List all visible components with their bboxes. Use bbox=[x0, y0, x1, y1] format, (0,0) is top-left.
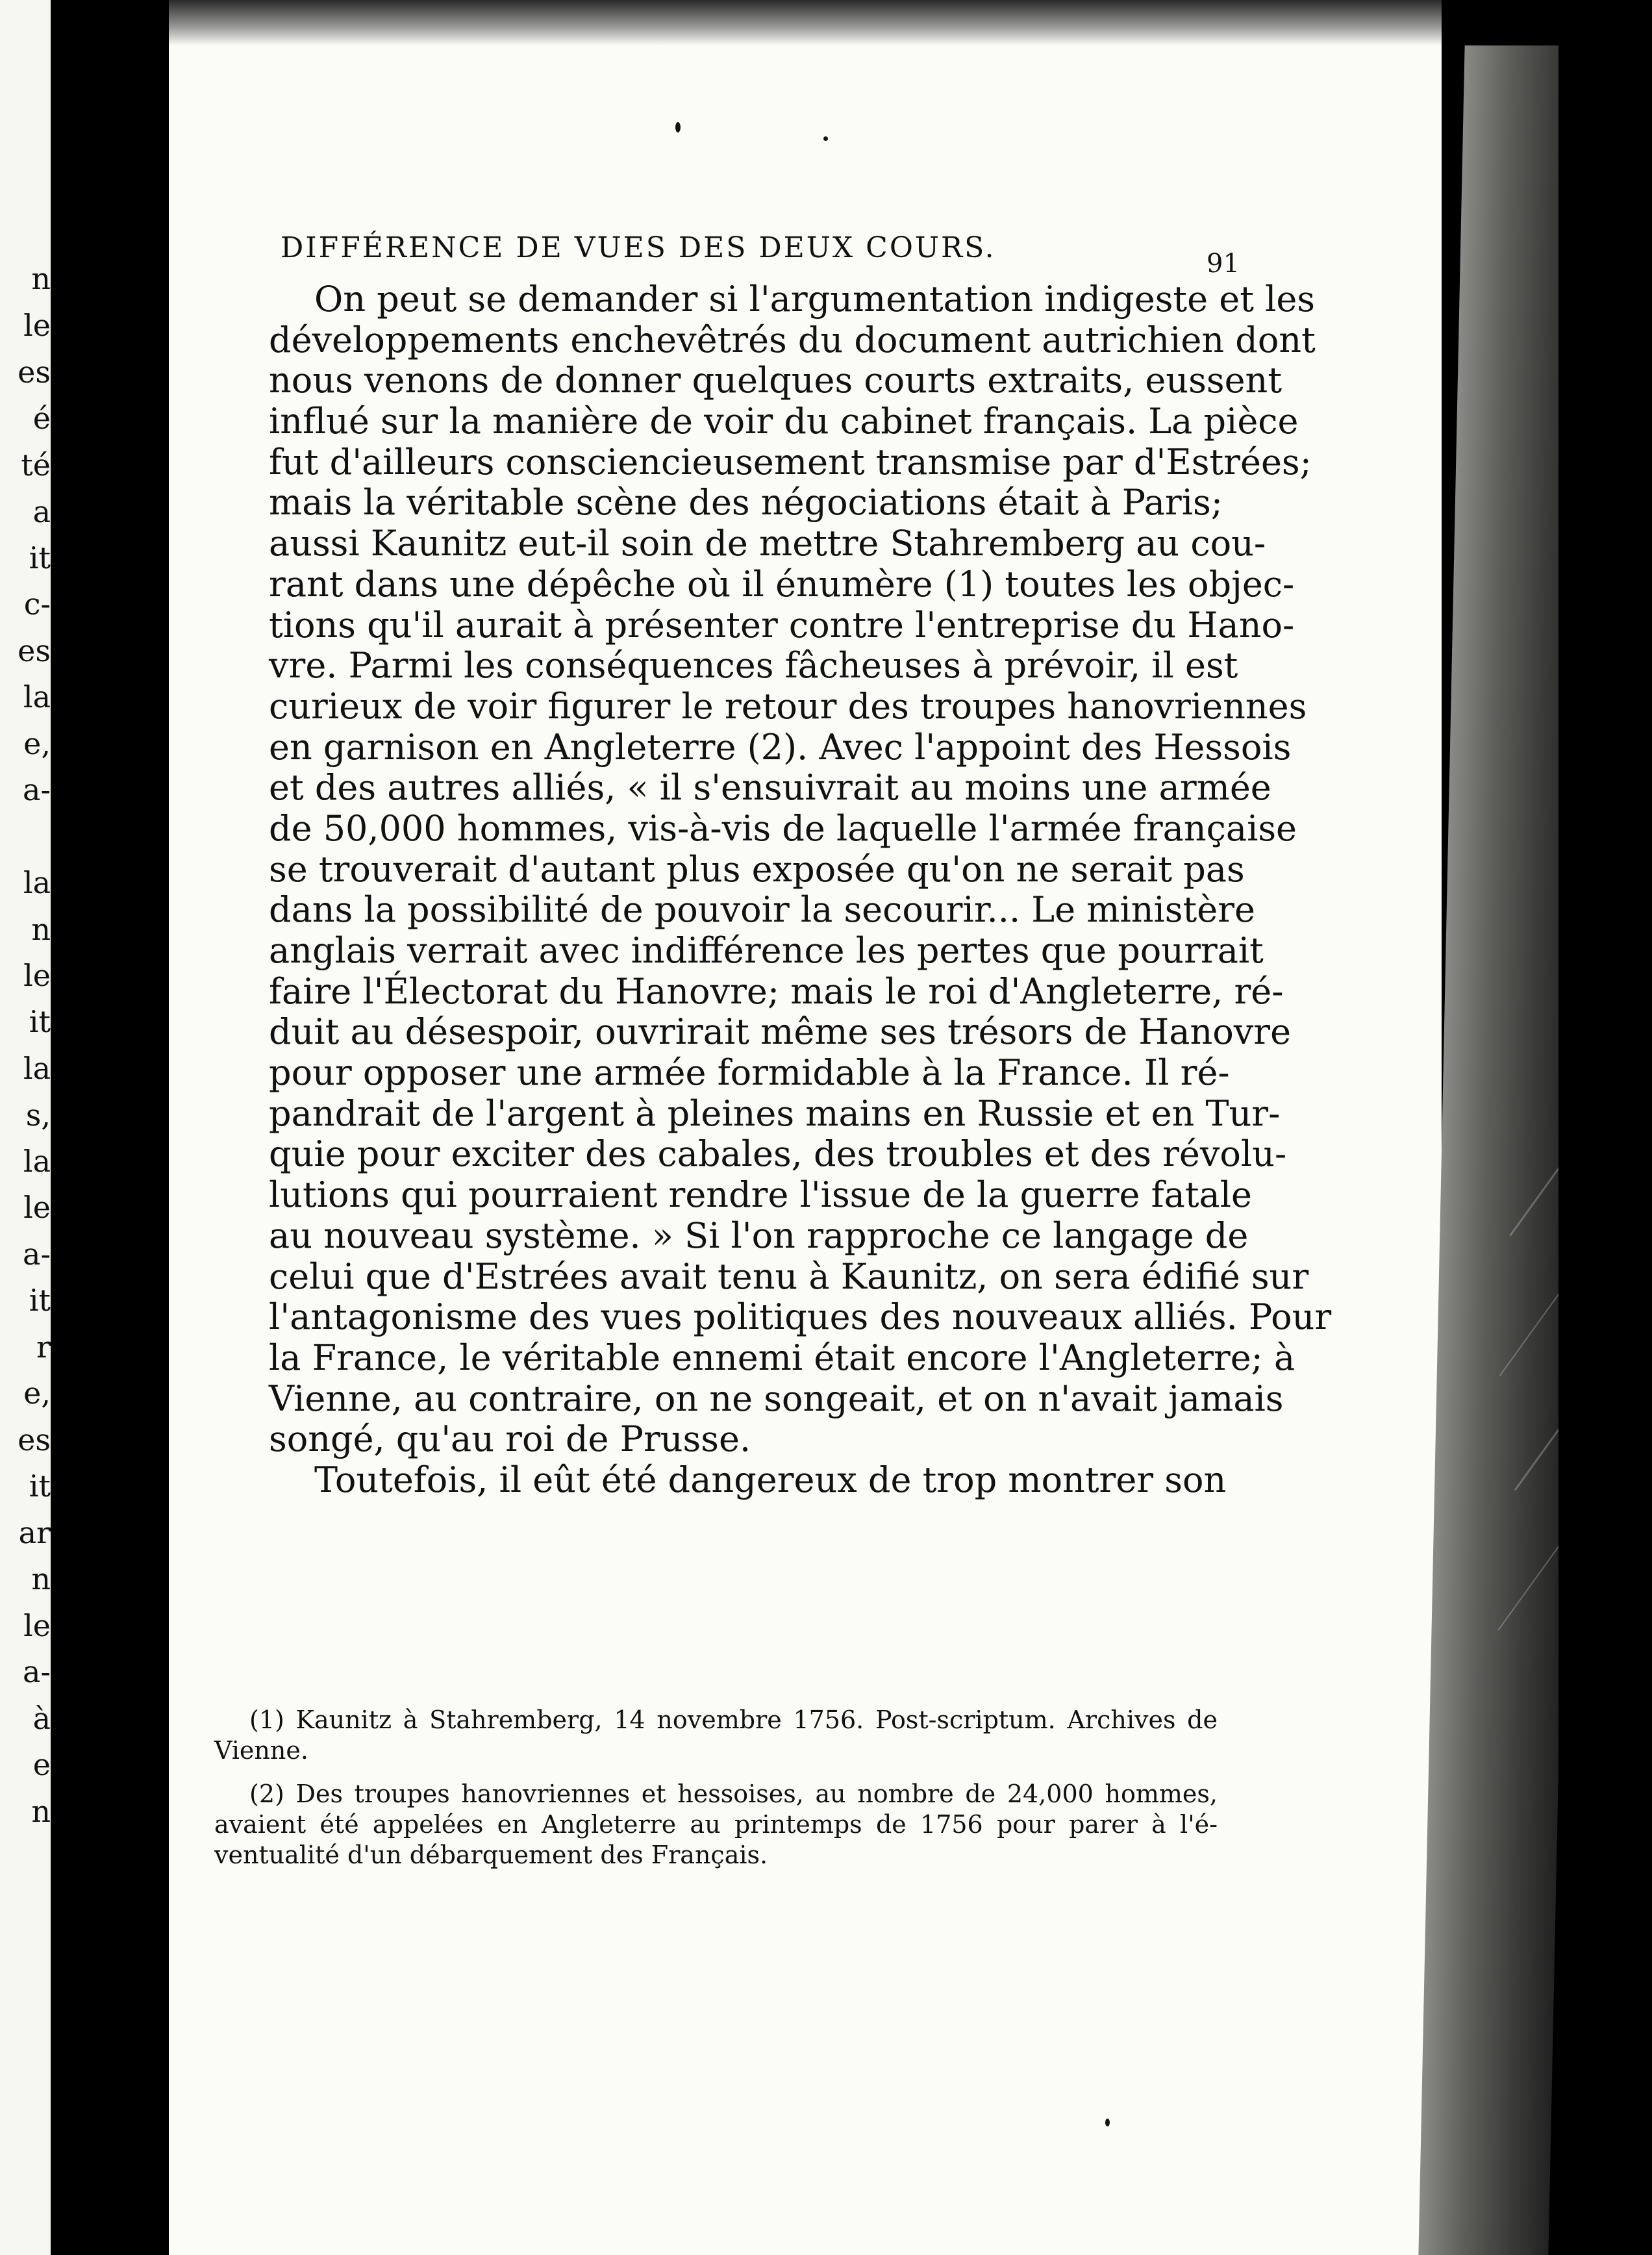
footnote-1 bbox=[214, 1705, 1218, 1766]
running-head: DIFFÉRENCE DE VUES DES DEUX COURS. bbox=[281, 231, 996, 264]
text-line: au nouveau système. » Si l'on rapproche ce langage de bbox=[269, 1215, 1249, 1256]
ink-speck bbox=[1105, 2119, 1110, 2126]
text-line: l'antagonisme des vues politiques des nouveaux alliés. Pour bbox=[269, 1296, 1332, 1338]
prev-page-fragment: n bbox=[31, 1794, 51, 1829]
footnote-line: (1) Kaunitz à Stahremberg, 14 novembre 1756. Post-scriptum. Archives de bbox=[249, 1706, 1218, 1734]
prev-page-fragment: it bbox=[29, 1283, 51, 1318]
book-gutter bbox=[51, 0, 169, 2255]
text-line: développements enchevêtrés du document autrichien dont bbox=[269, 319, 1316, 360]
prev-page-fragment: es bbox=[18, 355, 51, 390]
prev-page-fragment: a- bbox=[23, 1237, 51, 1272]
prev-page-fragment: ar bbox=[18, 1515, 51, 1550]
body-text bbox=[269, 279, 1332, 1501]
text-line: Toutefois, il eût été dangereux de trop montrer son bbox=[314, 1459, 1227, 1500]
text-line: vre. Parmi les conséquences fâcheuses à prévoir, il est bbox=[269, 645, 1238, 687]
text-line: faire l'Électorat du Hanovre; mais le roi d'Angleterre, ré- bbox=[269, 970, 1284, 1012]
text-line: dans la possibilité de pouvoir la secourir... Le ministère bbox=[269, 889, 1255, 931]
prev-page-fragment: le bbox=[23, 958, 51, 993]
text-line: nous venons de donner quelques courts extraits, eussent bbox=[269, 360, 1283, 401]
text-line: curieux de voir figurer le retour des troupes hanovriennes bbox=[269, 685, 1307, 727]
footnotes bbox=[214, 1705, 1218, 1871]
prev-page-fragment: r bbox=[36, 1329, 51, 1365]
prev-page-fragment: e, bbox=[23, 726, 51, 761]
page-number: 91 bbox=[1207, 249, 1240, 279]
prev-page-fragment: a bbox=[32, 494, 51, 529]
ink-speck bbox=[675, 122, 681, 132]
text-line: en garnison en Angleterre (2). Avec l'appoint des Hessois bbox=[269, 726, 1292, 768]
prev-page-fragment: n bbox=[31, 912, 51, 947]
prev-page-fragment: c- bbox=[23, 586, 51, 622]
prev-page-fragment: es bbox=[18, 1422, 51, 1457]
text-line: pandrait de l'argent à pleines mains en Russie et en Tur- bbox=[269, 1092, 1281, 1134]
text-line: On peut se demander si l'argumentation indigeste et les bbox=[314, 279, 1316, 320]
text-line: celui que d'Estrées avait tenu à Kaunitz, on sera édifié sur bbox=[269, 1255, 1309, 1297]
text-line: fut d'ailleurs consciencieusement transmise par d'Estrées; bbox=[269, 441, 1312, 483]
prev-page-fragment: s, bbox=[25, 1098, 51, 1133]
prev-page-fragment: é bbox=[32, 401, 51, 436]
prev-page-fragment: n bbox=[31, 1561, 51, 1596]
scan-background-right bbox=[1558, 0, 1652, 2255]
prev-page-fragment: le bbox=[23, 308, 51, 343]
prev-page-fragment: le bbox=[23, 1190, 51, 1225]
prev-page-fragment: la bbox=[23, 1144, 51, 1179]
prev-page-fragment: it bbox=[29, 1468, 51, 1504]
text-line: lutions qui pourraient rendre l'issue de la guerre fatale bbox=[269, 1174, 1252, 1216]
text-line: pour opposer une armée formidable à la France. Il ré- bbox=[269, 1052, 1230, 1094]
text-line: anglais verrait avec indifférence les pertes que pourrait bbox=[269, 930, 1264, 971]
text-line: influé sur la manière de voir du cabinet français. La pièce bbox=[269, 401, 1299, 442]
text-line: de 50,000 hommes, vis-à-vis de laquelle l'armée française bbox=[269, 807, 1297, 849]
prev-page-fragment: it bbox=[29, 1004, 51, 1039]
page-top-edge bbox=[169, 0, 1442, 45]
previous-page-edge bbox=[0, 0, 51, 2255]
text-line: rant dans une dépêche où il énumère (1) toutes les objec- bbox=[269, 563, 1295, 605]
footnote-line: avaient été appelées en Angleterre au printemps de 1756 pour parer à l'é- bbox=[214, 1810, 1218, 1839]
text-line: Vienne, au contraire, on ne songeait, et on n'avait jamais bbox=[269, 1378, 1284, 1419]
prev-page-fragment: la bbox=[23, 1051, 51, 1086]
prev-page-fragment: la bbox=[23, 679, 51, 714]
ink-speck bbox=[823, 136, 828, 141]
prev-page-fragment: n bbox=[31, 261, 51, 296]
prev-page-fragment: e, bbox=[23, 1376, 51, 1411]
text-line: tions qu'il aurait à présenter contre l'entreprise du Hano- bbox=[269, 604, 1295, 646]
footnote-line: Vienne. bbox=[214, 1736, 308, 1765]
prev-page-fragment: a- bbox=[23, 772, 51, 807]
prev-page-fragment: e bbox=[32, 1747, 51, 1782]
text-line: quie pour exciter des cabales, des troubles et des révolu- bbox=[269, 1133, 1287, 1175]
prev-page-fragment: la bbox=[23, 865, 51, 900]
text-line: songé, qu'au roi de Prusse. bbox=[269, 1418, 751, 1460]
prev-page-fragment: it bbox=[29, 540, 51, 575]
text-line: duit au désespoir, ouvrirait même ses trésors de Hanovre bbox=[269, 1011, 1292, 1053]
prev-page-fragment: té bbox=[21, 447, 51, 483]
text-line: la France, le véritable ennemi était encore l'Angleterre; à bbox=[269, 1337, 1295, 1378]
text-line: et des autres alliés, « il s'ensuivrait au moins une armée bbox=[269, 767, 1271, 809]
prev-page-fragment: es bbox=[18, 633, 51, 668]
prev-page-fragment: à bbox=[32, 1701, 51, 1736]
text-line: aussi Kaunitz eut-il soin de mettre Stahremberg au cou- bbox=[269, 523, 1266, 564]
footnote-line: ventualité d'un débarquement des Français. bbox=[214, 1841, 768, 1869]
prev-page-fragment: le bbox=[23, 1608, 51, 1643]
text-line: se trouverait d'autant plus exposée qu'on ne serait pas bbox=[269, 848, 1245, 890]
text-line: mais la véritable scène des négociations était à Paris; bbox=[269, 482, 1223, 523]
prev-page-fragment: a- bbox=[23, 1654, 51, 1689]
footnote-line: (2) Des troupes hanovriennes et hessoises, au nombre de 24,000 hommes, bbox=[249, 1780, 1218, 1808]
footnote-2 bbox=[214, 1779, 1218, 1871]
